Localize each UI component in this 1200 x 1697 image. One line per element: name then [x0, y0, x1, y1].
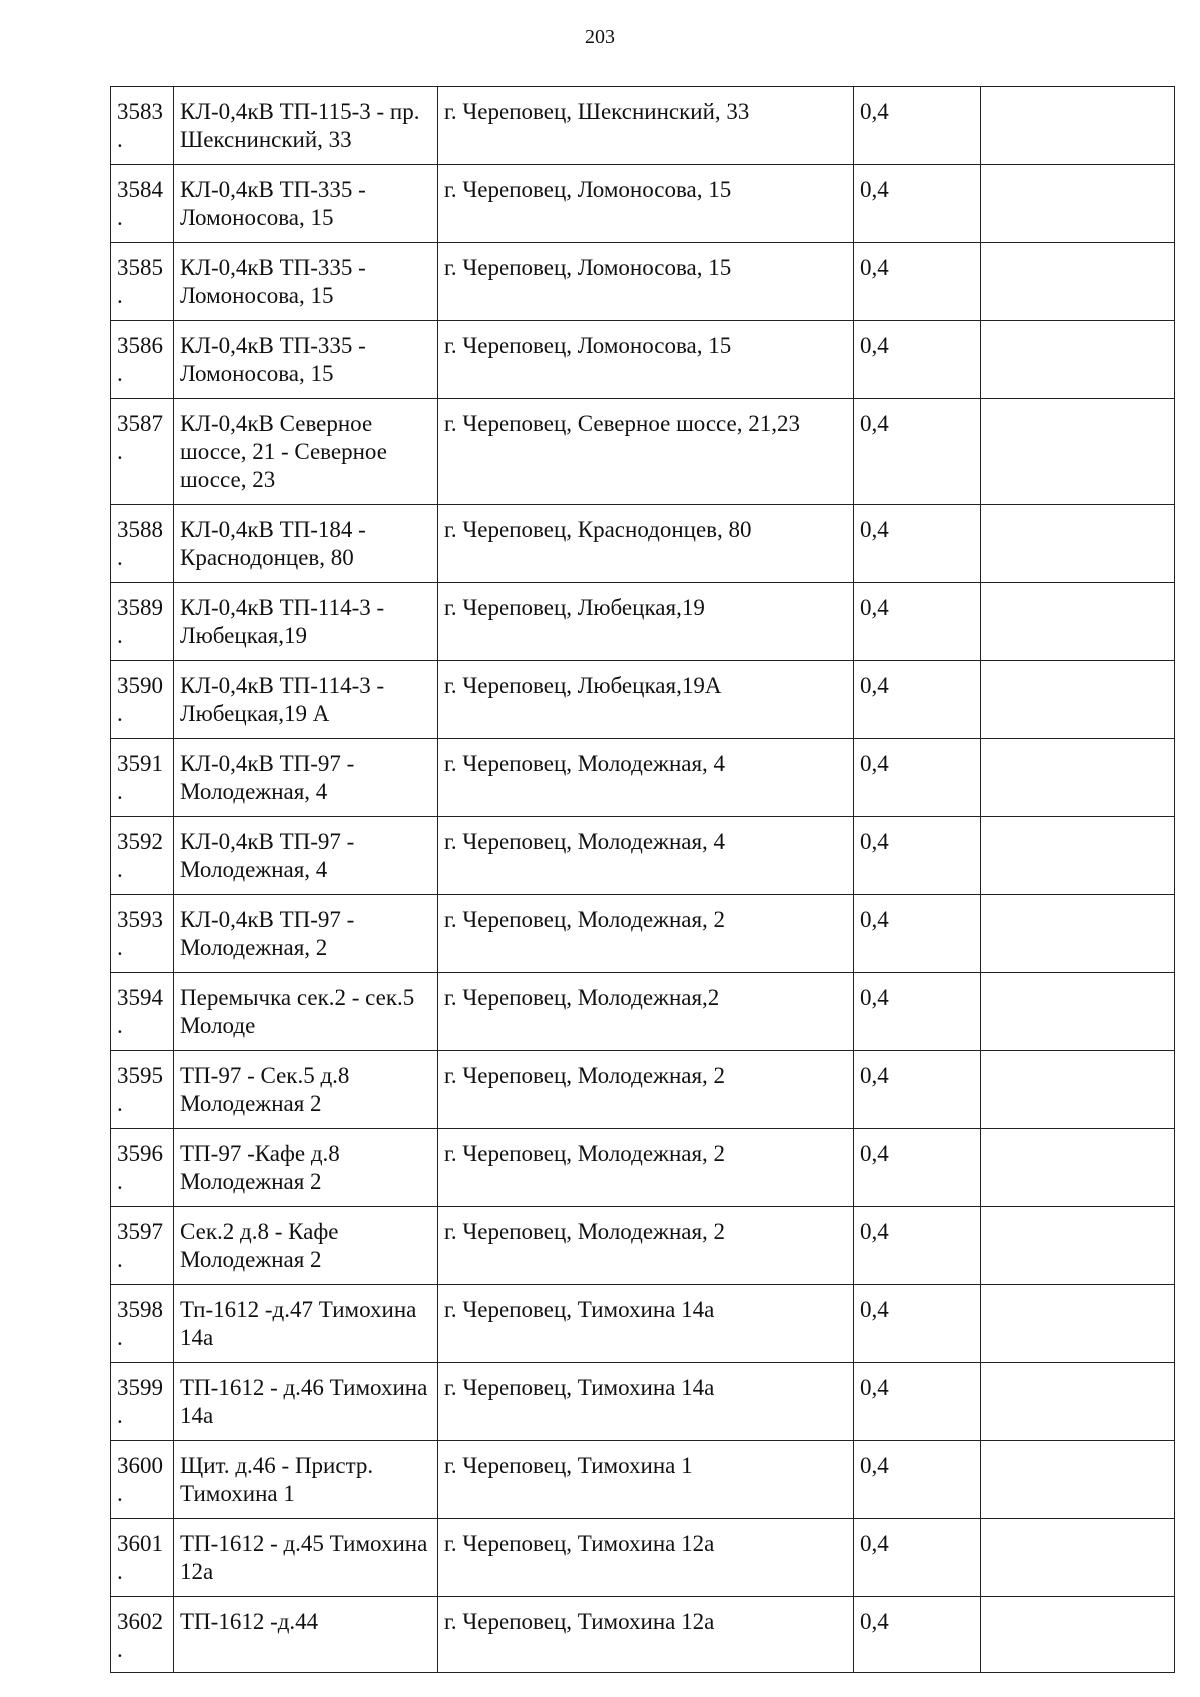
line-extra	[981, 1207, 1175, 1285]
line-extra	[981, 243, 1175, 321]
line-name: Сек.2 д.8 - Кафе Молодежная 2	[174, 1207, 438, 1285]
line-name: КЛ-0,4кВ ТП-335 - Ломоносова, 15	[174, 321, 438, 399]
line-voltage: 0,4	[854, 87, 981, 165]
line-name: КЛ-0,4кВ ТП-115-3 - пр. Шекснинский, 33	[174, 87, 438, 165]
line-name: Тп-1612 -д.47 Тимохина 14а	[174, 1285, 438, 1363]
line-extra	[981, 1129, 1175, 1207]
line-name: КЛ-0,4кВ ТП-335 - Ломоносова, 15	[174, 165, 438, 243]
line-voltage: 0,4	[854, 1441, 981, 1519]
line-voltage: 0,4	[854, 817, 981, 895]
line-extra	[981, 973, 1175, 1051]
line-address: г. Череповец, Молодежная, 4	[438, 739, 854, 817]
line-name: КЛ-0,4кВ ТП-335 - Ломоносова, 15	[174, 243, 438, 321]
line-voltage: 0,4	[854, 583, 981, 661]
line-address: г. Череповец, Молодежная, 4	[438, 817, 854, 895]
page-number: 203	[585, 26, 615, 48]
row-number: 3585.	[111, 243, 174, 321]
line-address: г. Череповец, Тимохина 12а	[438, 1597, 854, 1673]
line-name: КЛ-0,4кВ ТП-97 - Молодежная, 4	[174, 739, 438, 817]
cable-lines-table	[110, 86, 1175, 1673]
line-voltage: 0,4	[854, 1519, 981, 1597]
line-address: г. Череповец, Северное шоссе, 21,23	[438, 399, 854, 505]
row-number: 3595.	[111, 1051, 174, 1129]
table-row	[111, 1285, 1175, 1363]
table-row	[111, 739, 1175, 817]
line-address: г. Череповец, Молодежная, 2	[438, 1051, 854, 1129]
line-address: г. Череповец, Тимохина 1	[438, 1441, 854, 1519]
row-number: 3599.	[111, 1363, 174, 1441]
table-row	[111, 505, 1175, 583]
line-voltage: 0,4	[854, 1597, 981, 1673]
table-row	[111, 1597, 1175, 1673]
line-address: г. Череповец, Ломоносова, 15	[438, 165, 854, 243]
row-number: 3583.	[111, 87, 174, 165]
line-name: КЛ-0,4кВ Северное шоссе, 21 - Северное шоссе, 23	[174, 399, 438, 505]
row-number: 3586.	[111, 321, 174, 399]
table-row	[111, 243, 1175, 321]
line-voltage: 0,4	[854, 973, 981, 1051]
line-extra	[981, 817, 1175, 895]
line-name: КЛ-0,4кВ ТП-97 - Молодежная, 4	[174, 817, 438, 895]
line-voltage: 0,4	[854, 505, 981, 583]
table-row	[111, 1519, 1175, 1597]
row-number: 3588.	[111, 505, 174, 583]
line-extra	[981, 1519, 1175, 1597]
line-address: г. Череповец, Тимохина 14а	[438, 1363, 854, 1441]
line-extra	[981, 321, 1175, 399]
row-number: 3587.	[111, 399, 174, 505]
row-number: 3594.	[111, 973, 174, 1051]
row-number: 3593.	[111, 895, 174, 973]
line-address: г. Череповец, Молодежная, 2	[438, 895, 854, 973]
line-address: г. Череповец, Молодежная,2	[438, 973, 854, 1051]
line-voltage: 0,4	[854, 661, 981, 739]
table-row	[111, 1129, 1175, 1207]
table-row	[111, 399, 1175, 505]
line-extra	[981, 505, 1175, 583]
row-number: 3584.	[111, 165, 174, 243]
table-row	[111, 1051, 1175, 1129]
line-name: КЛ-0,4кВ ТП-97 - Молодежная, 2	[174, 895, 438, 973]
line-address: г. Череповец, Ломоносова, 15	[438, 321, 854, 399]
line-voltage: 0,4	[854, 1363, 981, 1441]
line-extra	[981, 1363, 1175, 1441]
row-number: 3589.	[111, 583, 174, 661]
line-name: ТП-97 - Сек.5 д.8 Молодежная 2	[174, 1051, 438, 1129]
line-voltage: 0,4	[854, 1051, 981, 1129]
row-number: 3590.	[111, 661, 174, 739]
line-extra	[981, 1285, 1175, 1363]
line-extra	[981, 1441, 1175, 1519]
table-row	[111, 817, 1175, 895]
table-row	[111, 1441, 1175, 1519]
line-address: г. Череповец, Ломоносова, 15	[438, 243, 854, 321]
line-name: КЛ-0,4кВ ТП-184 - Краснодонцев, 80	[174, 505, 438, 583]
line-address: г. Череповец, Любецкая,19А	[438, 661, 854, 739]
line-voltage: 0,4	[854, 399, 981, 505]
table-row	[111, 973, 1175, 1051]
row-number: 3600.	[111, 1441, 174, 1519]
line-extra	[981, 739, 1175, 817]
line-name: Перемычка сек.2 - сек.5 Молоде	[174, 973, 438, 1051]
line-address: г. Череповец, Молодежная, 2	[438, 1129, 854, 1207]
line-name: ТП-1612 - д.45 Тимохина 12а	[174, 1519, 438, 1597]
table-row	[111, 165, 1175, 243]
table-row	[111, 1207, 1175, 1285]
table-row	[111, 583, 1175, 661]
table-row	[111, 87, 1175, 165]
line-voltage: 0,4	[854, 321, 981, 399]
line-voltage: 0,4	[854, 895, 981, 973]
table-row	[111, 895, 1175, 973]
line-address: г. Череповец, Тимохина 14а	[438, 1285, 854, 1363]
line-voltage: 0,4	[854, 1207, 981, 1285]
line-address: г. Череповец, Краснодонцев, 80	[438, 505, 854, 583]
line-address: г. Череповец, Молодежная, 2	[438, 1207, 854, 1285]
table-row	[111, 1363, 1175, 1441]
line-extra	[981, 1051, 1175, 1129]
row-number: 3602.	[111, 1597, 174, 1673]
line-address: г. Череповец, Тимохина 12а	[438, 1519, 854, 1597]
line-extra	[981, 661, 1175, 739]
line-name: КЛ-0,4кВ ТП-114-3 - Любецкая,19 А	[174, 661, 438, 739]
row-number: 3597.	[111, 1207, 174, 1285]
line-address: г. Череповец, Шекснинский, 33	[438, 87, 854, 165]
table-row	[111, 661, 1175, 739]
line-extra	[981, 165, 1175, 243]
row-number: 3592.	[111, 817, 174, 895]
line-name: ТП-1612 -д.44	[174, 1597, 438, 1673]
line-name: КЛ-0,4кВ ТП-114-3 - Любецкая,19	[174, 583, 438, 661]
line-voltage: 0,4	[854, 1285, 981, 1363]
table-row	[111, 321, 1175, 399]
row-number: 3601.	[111, 1519, 174, 1597]
row-number: 3598.	[111, 1285, 174, 1363]
line-voltage: 0,4	[854, 165, 981, 243]
line-name: Щит. д.46 - Пристр. Тимохина 1	[174, 1441, 438, 1519]
line-voltage: 0,4	[854, 1129, 981, 1207]
row-number: 3596.	[111, 1129, 174, 1207]
line-name: ТП-97 -Кафе д.8 Молодежная 2	[174, 1129, 438, 1207]
row-number: 3591.	[111, 739, 174, 817]
line-voltage: 0,4	[854, 739, 981, 817]
line-name: ТП-1612 - д.46 Тимохина 14а	[174, 1363, 438, 1441]
line-address: г. Череповец, Любецкая,19	[438, 583, 854, 661]
line-extra	[981, 87, 1175, 165]
line-voltage: 0,4	[854, 243, 981, 321]
line-extra	[981, 895, 1175, 973]
line-extra	[981, 399, 1175, 505]
line-extra	[981, 583, 1175, 661]
line-extra	[981, 1597, 1175, 1673]
